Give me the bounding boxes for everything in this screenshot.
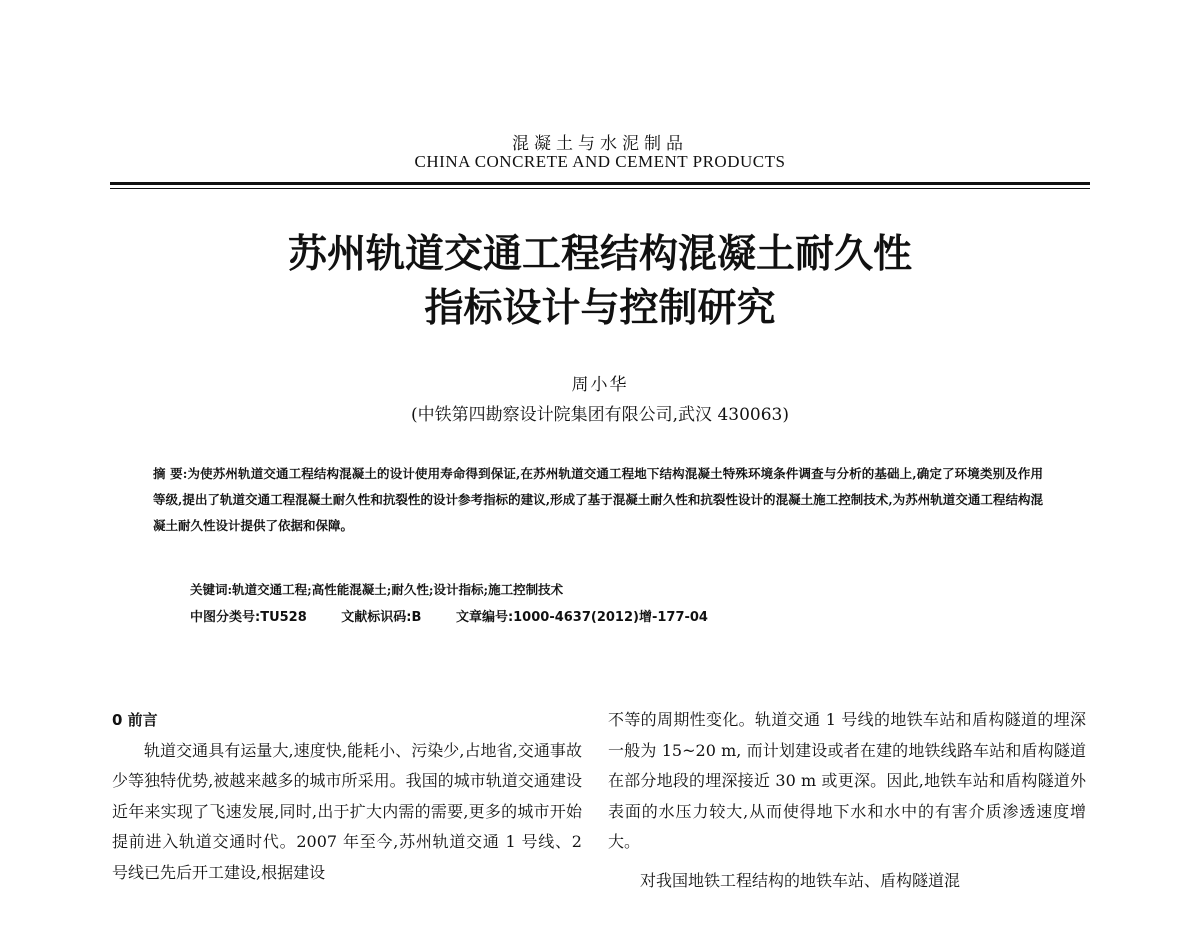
keywords-label: 关键词: <box>190 582 233 597</box>
keywords <box>190 580 563 598</box>
classification-line <box>190 606 738 625</box>
body-paragraph: 不等的周期性变化。轨道交通 1 号线的地铁车站和盾构隧道的埋深一般为 15~20 m, 而计划建设或者在建的地铁线路车站和盾构隧道在部分地段的埋深接近 30 m 或更深。因此,地铁车站和盾构隧道外表面的水压力较大,从而使得地下水和水中的有害介质渗透速度增大。 <box>608 710 1086 851</box>
header-rule-thick <box>110 182 1090 185</box>
paper-title-line1: 苏州轨道交通工程结构混凝土耐久性 <box>287 232 912 277</box>
article-number: 文章编号:1000-4637(2012)增-177-04 <box>455 610 708 625</box>
body-paragraph: 轨道交通具有运量大,速度快,能耗小、污染少,占地省,交通事故少等独特优势,被越来越多的城市所采用。我国的城市轨道交通建设近年来实现了飞速发展,同时,出于扩大内需的需要,更多的城市开始提前进入轨道交通时代。2007 年至今,苏州轨道交通 1 号线、2 号线已先后开工建设,根据建设 <box>112 740 582 882</box>
abstract-text: 为使苏州轨道交通工程结构混凝土的设计使用寿命得到保证,在苏州轨道交通工程地下结构混凝土特殊环境条件调查与分析的基础上,确定了环境类别及作用等级,提出了轨道交通工程混凝土耐久性和抗裂性的设计参考指标的建议,形成了基于混凝土耐久性和抗裂性设计的混凝土施工控制技术,为苏州轨道交通工程结构混凝土耐久性设计提供了依据和保障。 <box>153 466 1043 533</box>
document-code: 文献标识码:B <box>341 610 422 625</box>
header-rule-thin <box>110 188 1090 189</box>
paper-title <box>0 228 1200 336</box>
keywords-text: 轨道交通工程;高性能混凝土;耐久性;设计指标;施工控制技术 <box>232 582 564 597</box>
abstract <box>153 461 1043 539</box>
clc-number: 中图分类号:TU528 <box>190 610 307 625</box>
body-left-column <box>112 705 582 888</box>
author-name: 周小华 <box>571 375 629 395</box>
author-affiliation: (中铁第四勘察设计院集团有限公司,武汉 430063) <box>411 405 789 425</box>
body-right-column <box>608 705 1086 896</box>
section-heading: 0 前言 <box>112 711 158 729</box>
journal-name-cn: 混凝土与水泥制品 <box>512 134 688 154</box>
paper-title-line2: 指标设计与控制研究 <box>424 286 776 331</box>
journal-name-en: CHINA CONCRETE AND CEMENT PRODUCTS <box>414 152 786 171</box>
body-paragraph: 对我国地铁工程结构的地铁车站、盾构隧道混 <box>640 870 961 890</box>
abstract-label: 摘 要: <box>153 466 188 481</box>
